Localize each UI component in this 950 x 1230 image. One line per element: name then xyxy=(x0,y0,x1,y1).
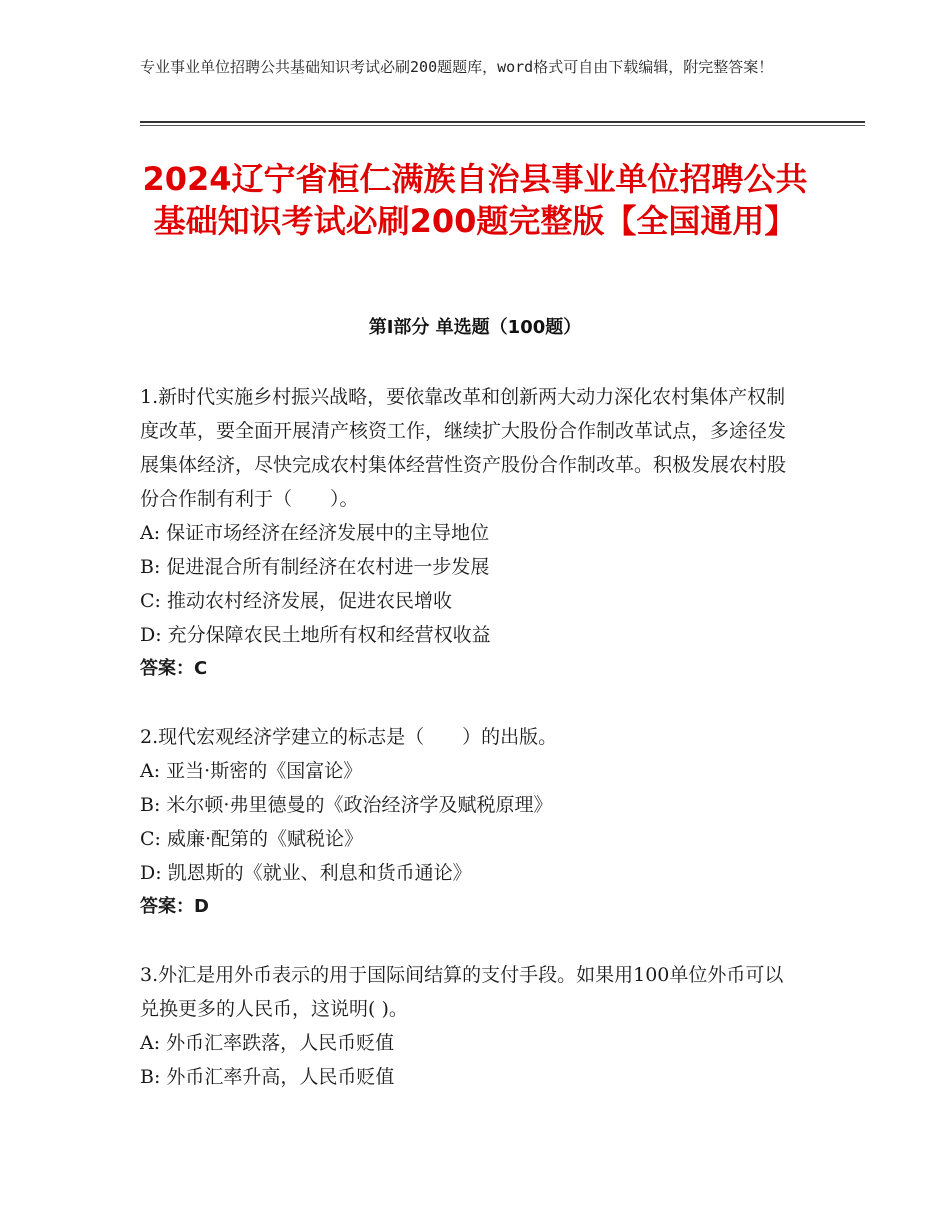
header-note: 专业事业单位招聘公共基础知识考试必刷200题题库，word格式可自由下载编辑，附完整答案！ xyxy=(140,58,774,76)
answer: 答案：D xyxy=(140,896,209,917)
question-3 xyxy=(140,958,800,1094)
header-divider-thick xyxy=(140,121,865,123)
option-c: C: 推动农村经济发展，促进农民增收 xyxy=(140,590,452,612)
option-list xyxy=(140,754,800,890)
option-b: B: 促进混合所有制经济在农村进一步发展 xyxy=(140,556,490,578)
question-1 xyxy=(140,380,800,686)
question-list xyxy=(140,380,800,1128)
question-stem: 3.外汇是用外币表示的用于国际间结算的支付手段。如果用100单位外币可以兑换更多的人民币，这说明( )。 xyxy=(140,964,784,1020)
option-d: D: 充分保障农民土地所有权和经营权收益 xyxy=(140,624,491,646)
option-a: A: 亚当·斯密的《国富论》 xyxy=(140,760,363,782)
header-divider-thin xyxy=(140,125,865,126)
option-c: C: 威廉·配第的《赋税论》 xyxy=(140,828,364,850)
question-2 xyxy=(140,720,800,924)
document-title: 2024辽宁省桓仁满族自治县事业单位招聘公共基础知识考试必刷200题完整版【全国通用】 xyxy=(142,160,808,240)
option-list xyxy=(140,1026,800,1094)
option-d: D: 凯恩斯的《就业、利息和货币通论》 xyxy=(140,862,472,884)
question-stem: 2.现代宏观经济学建立的标志是（ ）的出版。 xyxy=(140,726,558,748)
option-a: A: 保证市场经济在经济发展中的主导地位 xyxy=(140,522,490,544)
section-title: 第Ⅰ部分 单选题（100题） xyxy=(368,317,582,338)
question-stem: 1.新时代实施乡村振兴战略，要依靠改革和创新两大动力深化农村集体产权制度改革，要全面开展清产核资工作，继续扩大股份合作制改革试点，多途径发展集体经济，尽快完成农村集体经营性资产股份合作制改革。积极发展农村股份合作制有利于（ ）。 xyxy=(140,386,787,510)
option-b: B: 米尔顿·弗里德曼的《政治经济学及赋税原理》 xyxy=(140,794,553,816)
option-list xyxy=(140,516,800,652)
answer: 答案：C xyxy=(140,658,208,679)
option-a: A: 外币汇率跌落，人民币贬值 xyxy=(140,1032,395,1054)
option-b: B: 外币汇率升高，人民币贬值 xyxy=(140,1066,395,1088)
